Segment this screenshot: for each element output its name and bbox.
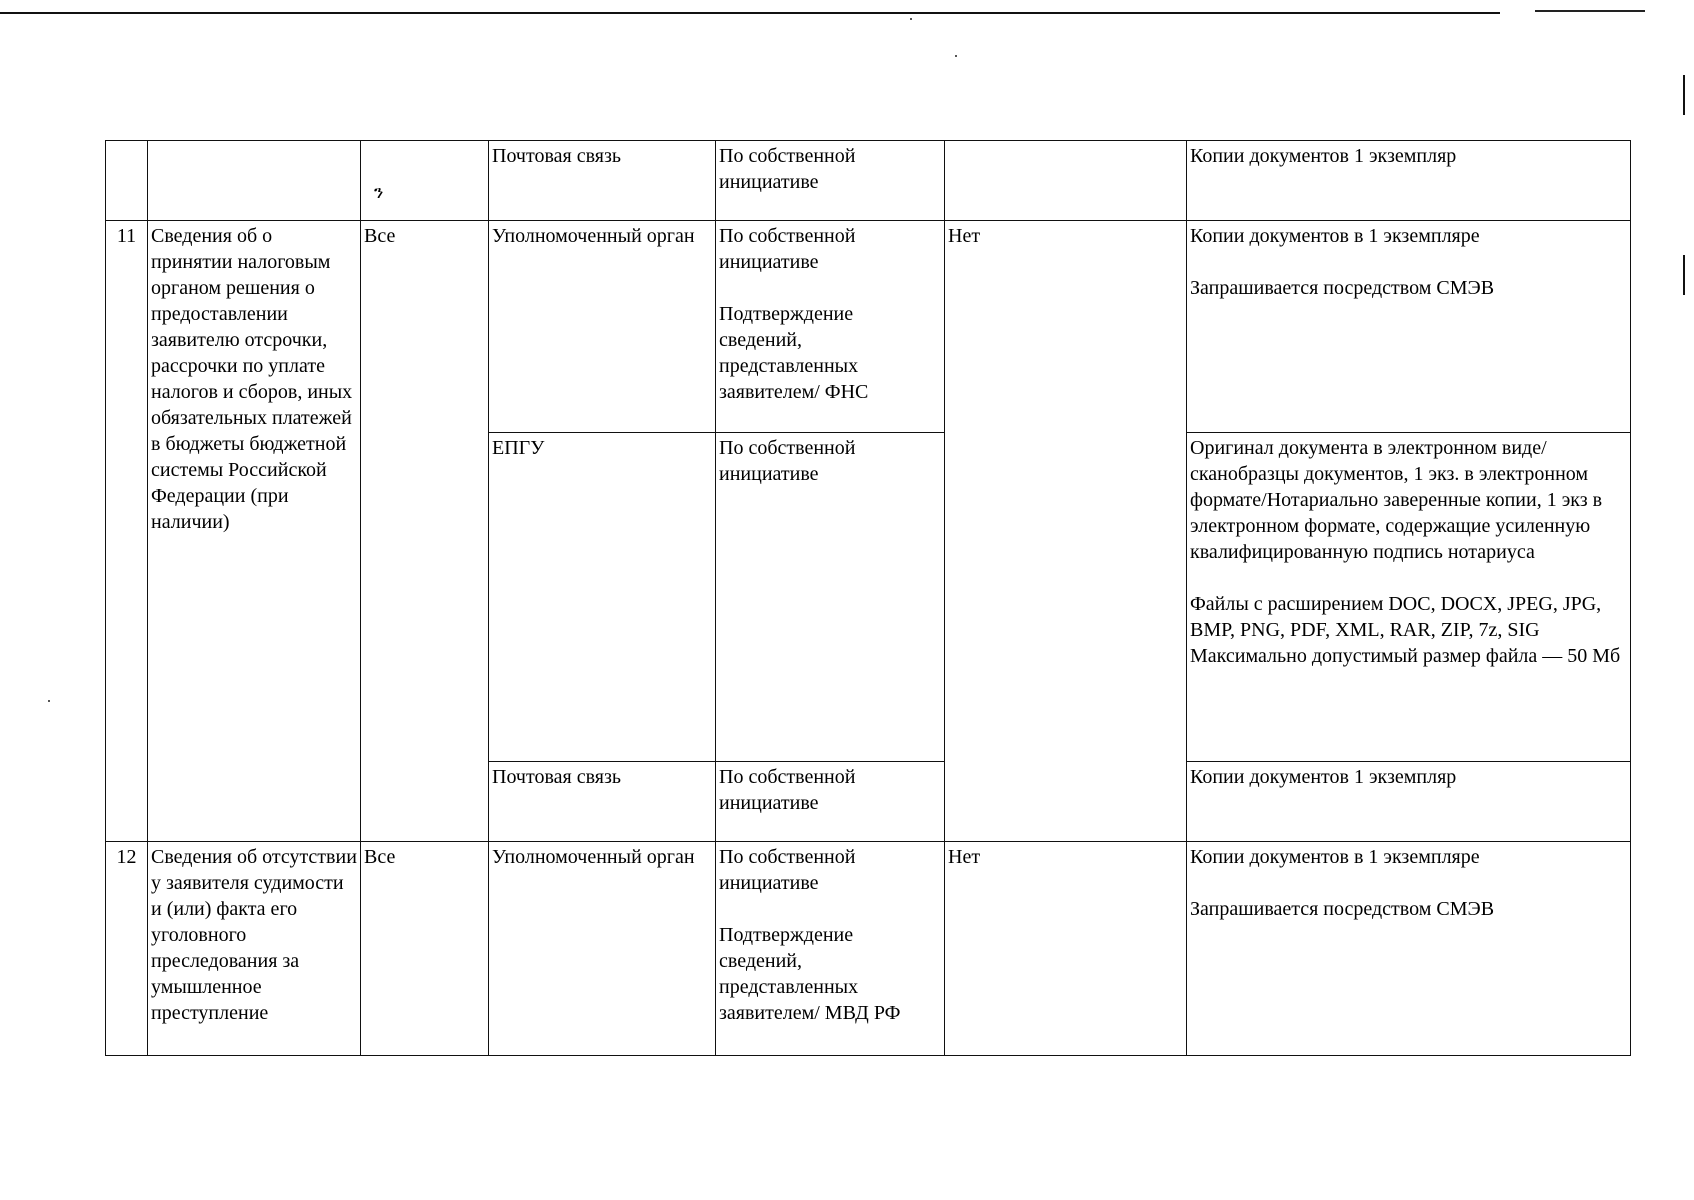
requirements-text: Копии документов в 1 экземпляре [1190, 225, 1480, 247]
scan-speck [48, 700, 50, 702]
cell-number [106, 141, 148, 221]
cell-channel: Почтовая связь [489, 141, 716, 221]
cell-document-name [148, 141, 361, 221]
cell-document-name: Сведения об отсутствии у заявителя судимости и (или) факта его уголовного преследования за умышленное преступление [148, 842, 361, 1056]
cell-number: 11 [106, 221, 148, 842]
request-method-text: Запрашивается посредством СМЭВ [1190, 277, 1495, 299]
cell-channel: Почтовая связь [489, 762, 716, 842]
file-format-text: Файлы с расширением DOC, DOCX, JPEG, JPG, BMP, PNG, PDF, XML, RAR, ZIP, 7z, SIG Максимально допустимый размер файла — 50 Мб [1190, 593, 1621, 667]
table-row [106, 842, 1631, 1056]
cell-requirements: Копии документов 1 экземпляр [1187, 762, 1631, 842]
cell-channel: Уполномоченный орган [489, 842, 716, 1056]
cell-requirements [1187, 842, 1631, 1056]
documents-table [105, 140, 1631, 1056]
cell-initiative: По собственной инициативе [716, 141, 945, 221]
confirmation-text: Подтверждение сведений, представленных заявителем/ МВД РФ [719, 924, 901, 1024]
cell-applicants: Все [361, 842, 489, 1056]
cell-channel: Уполномоченный орган [489, 221, 716, 433]
cell-answer: Нет [945, 842, 1187, 1056]
top-rule-right [1535, 10, 1645, 12]
initiative-text: По собственной инициативе [719, 846, 856, 894]
requirements-text: Оригинал документа в электронном виде/ сканобразцы документов, 1 экз. в электронном формате/Нотариально заверенные копии, 1 экз в электронном формате, содержащие усиленную квалифицированную подпись нотариуса [1190, 437, 1603, 563]
cell-initiative [716, 221, 945, 433]
cell-requirements: Копии документов 1 экземпляр [1187, 141, 1631, 221]
stray-mark: ን [374, 182, 384, 202]
cell-requirements [1187, 433, 1631, 762]
cell-answer [945, 141, 1187, 221]
cell-number: 12 [106, 842, 148, 1056]
cell-initiative [716, 842, 945, 1056]
cell-requirements [1187, 221, 1631, 433]
scan-edge-mark [1683, 255, 1685, 295]
top-rule [0, 12, 1500, 14]
scan-edge-mark [1683, 75, 1685, 115]
requirements-text: Копии документов в 1 экземпляре [1190, 846, 1480, 868]
table-row [106, 141, 1631, 221]
cell-initiative: По собственной инициативе [716, 433, 945, 762]
initiative-text: По собственной инициативе [719, 225, 856, 273]
cell-channel: ЕПГУ [489, 433, 716, 762]
cell-initiative: По собственной инициативе [716, 762, 945, 842]
confirmation-text: Подтверждение сведений, представленных заявителем/ ФНС [719, 303, 869, 403]
cell-applicants [361, 141, 489, 221]
cell-applicants: Все [361, 221, 489, 842]
cell-document-name: Сведения об о принятии налоговым органом решения о предоставлении заявителю отсрочки, рассрочки по уплате налогов и сборов, иных обязательных платежей в бюджеты бюджетной системы Российской Федерации (при наличии) [148, 221, 361, 842]
scan-speck [910, 18, 912, 20]
table-row [106, 221, 1631, 433]
scan-speck [955, 55, 957, 57]
cell-answer: Нет [945, 221, 1187, 842]
request-method-text: Запрашивается посредством СМЭВ [1190, 898, 1495, 920]
